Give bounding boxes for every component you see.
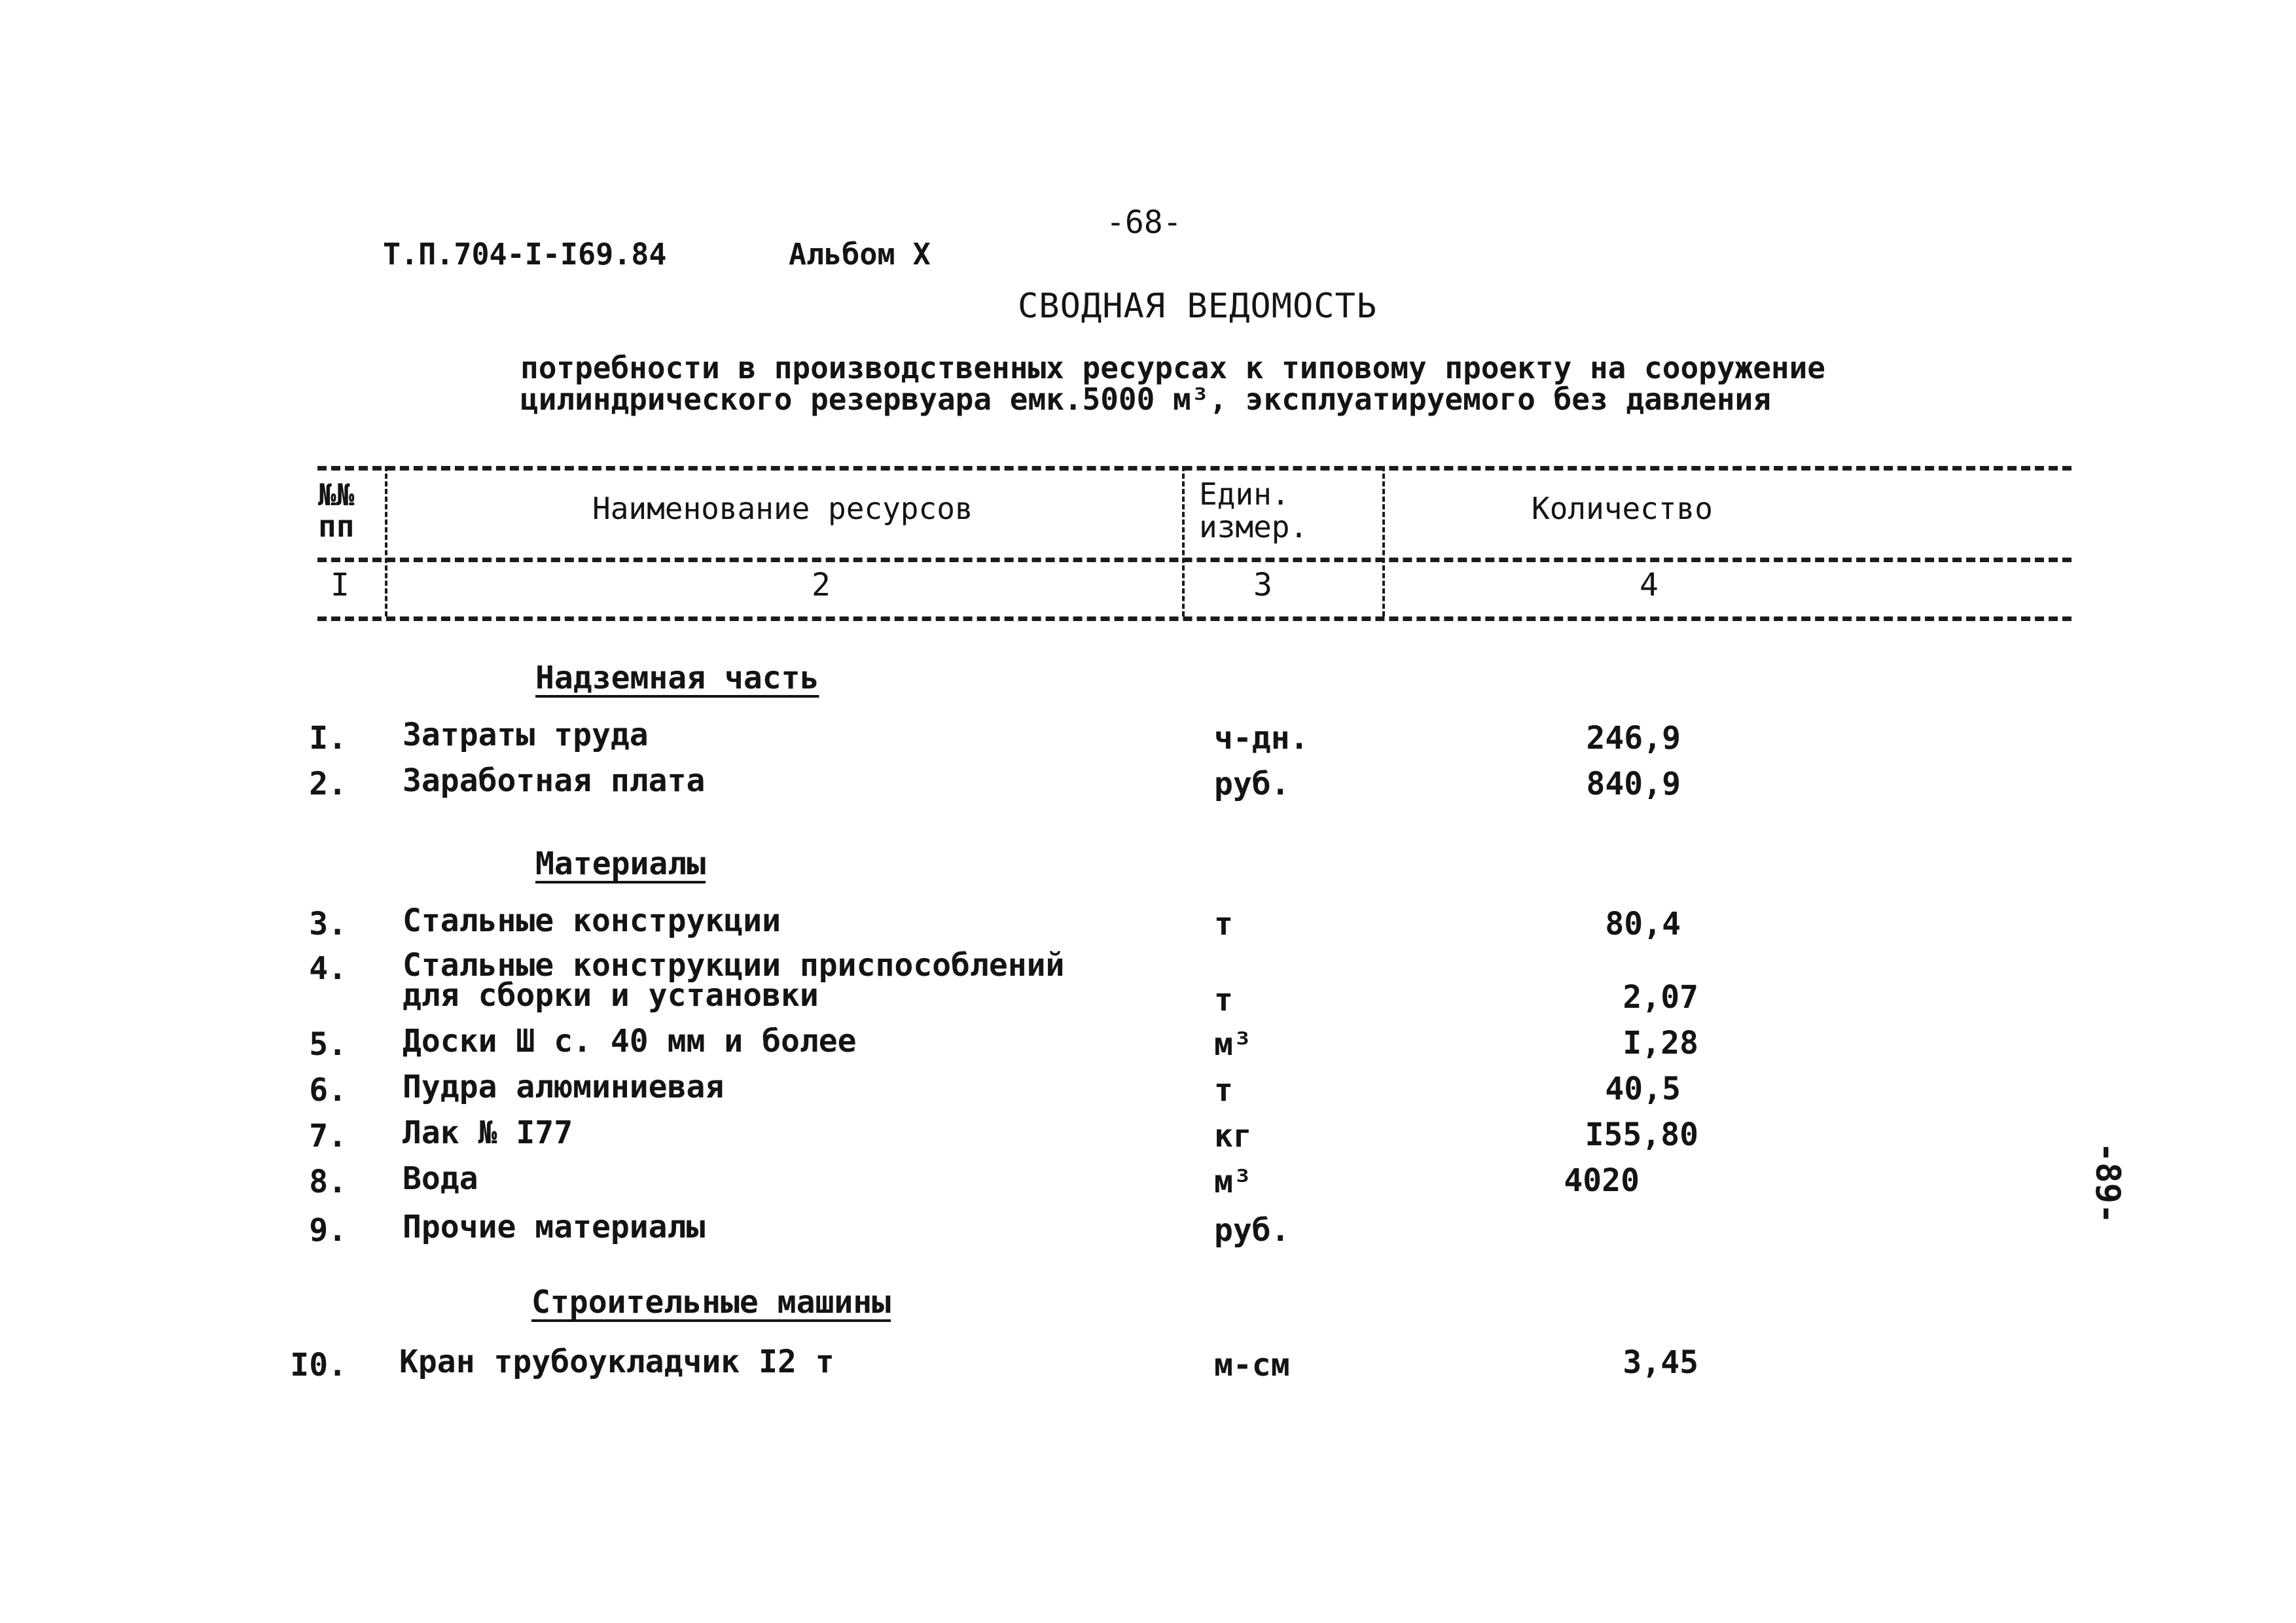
row-quantity: 2,07 [1623,979,1698,1016]
section-title-materials: Материалы [535,846,706,882]
col-header-num: №№ пп [318,477,355,544]
row-quantity: I,28 [1623,1025,1698,1061]
col-number-1: I [331,567,350,603]
row-name-line-2: для сборки и установки [403,977,819,1014]
row-unit: м-см [1214,1347,1290,1383]
section-title-machines: Строительные машины [531,1284,891,1321]
row-quantity: 40,5 [1605,1071,1681,1107]
col-header-qty: Количество [1532,491,1713,526]
document-title: СВОДНАЯ ВЕДОМОСТЬ [1018,287,1378,326]
subtitle-line-2: цилиндрического резервуара емк.5000 м³, эксплуатируемого без давления [520,382,1771,417]
row-name: Затраты труда [403,717,649,753]
row-name: Заработная плата [403,762,706,799]
row-name-line-1: Стальные конструкции приспособлений [403,947,1065,984]
row-number: 4. [309,950,347,987]
row-name [403,947,1065,1014]
row-number: 3. [309,906,347,942]
row-name: Вода [403,1160,478,1197]
row-number: 8. [309,1164,347,1200]
row-number: 9. [309,1212,347,1249]
row-unit: м³ [1214,1164,1252,1200]
column-divider-1 [385,466,387,616]
row-quantity: 80,4 [1605,906,1681,942]
row-quantity: 3,45 [1623,1344,1698,1381]
row-unit: кг [1214,1118,1252,1154]
col-header-name: Наименование ресурсов [592,491,973,526]
row-number: I. [309,720,347,757]
document-code: Т.П.704-I-I69.84 [383,237,667,272]
row-name: Стальные конструкции [403,902,781,939]
table-header-rule [317,558,2072,562]
row-name: Кран трубоукладчик I2 т [399,1344,834,1380]
subtitle-line-1: потребности в производственных ресурсах к типовому проекту на сооружение [520,350,1825,385]
row-name: Пудра алюминиевая [403,1069,725,1105]
row-number: 6. [309,1072,347,1109]
side-page-mark: -89- [2088,1142,2127,1224]
table-number-rule [317,616,2072,621]
row-number: 5. [309,1026,347,1063]
row-quantity: 840,9 [1586,766,1681,802]
column-divider-2 [1182,466,1185,616]
page-number: -68- [1106,204,1182,241]
row-number: 7. [309,1118,347,1154]
column-divider-3 [1382,466,1385,616]
section-title-aboveground: Надземная часть [535,660,819,696]
table-top-rule [317,466,2072,471]
row-name: Доски Ш с. 40 мм и более [403,1023,857,1060]
row-quantity: 4020 [1564,1162,1640,1199]
row-unit: руб. [1214,766,1290,802]
col-header-unit: Един. измер. [1199,476,1308,544]
row-quantity: 246,9 [1586,720,1681,757]
row-unit: т [1214,982,1233,1018]
document-subtitle [520,352,1825,415]
row-number: 2. [309,766,347,802]
row-quantity: I55,80 [1585,1116,1698,1153]
row-unit: м³ [1214,1026,1252,1063]
col-number-3: 3 [1253,567,1272,603]
col-number-2: 2 [812,567,831,603]
row-unit: ч-дн. [1214,720,1309,757]
row-name: Лак № I77 [403,1115,573,1151]
row-number: I0. [290,1347,347,1383]
row-unit: руб. [1214,1212,1290,1249]
row-unit: т [1214,906,1233,942]
row-name: Прочие материалы [403,1209,706,1245]
album-label: Альбом X [789,237,931,272]
row-unit: т [1214,1072,1233,1109]
col-number-4: 4 [1640,567,1659,603]
